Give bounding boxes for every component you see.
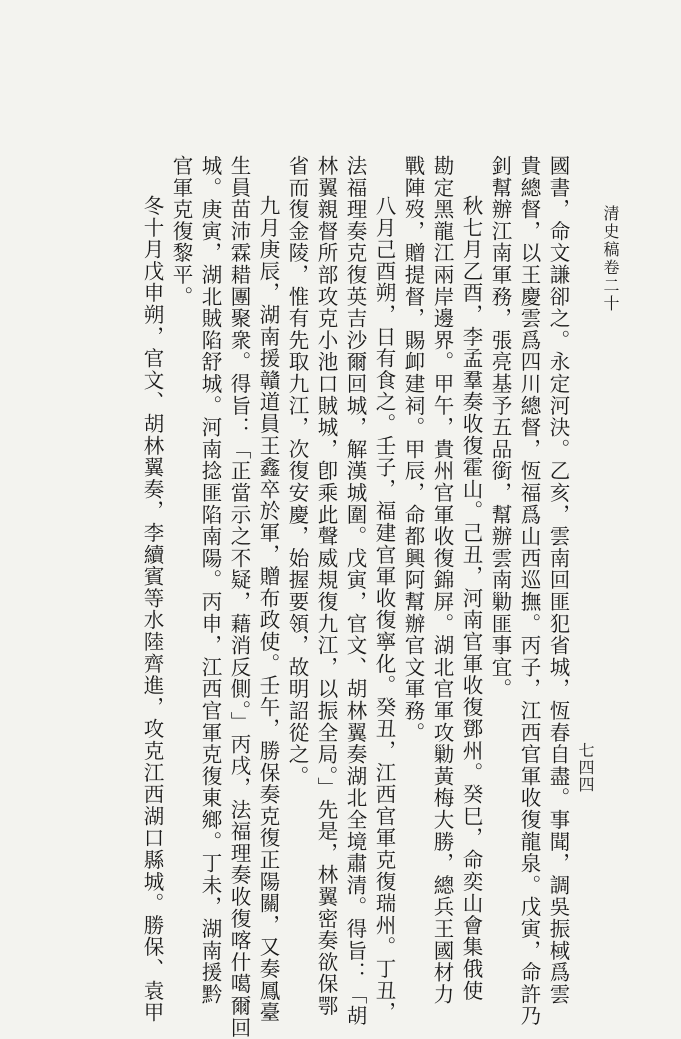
text-column-14: 官軍克復黎平。 bbox=[169, 155, 193, 308]
text-column-2: 貴總督，以王慶雲爲四川總督，恆福爲山西巡撫。丙子，江西官軍收復龍泉。戊寅，命許乃 bbox=[517, 155, 541, 1027]
page-number: 七四四 bbox=[576, 742, 595, 793]
running-header-title: 清史稿卷二十 bbox=[601, 205, 620, 313]
text-column-12: 生員苗沛霖耤團聚衆。得旨：「正當示之不疑，藉消反側。」丙戌，法福理奏收復喀什噶爾回 bbox=[227, 155, 251, 1039]
text-column-8: 法福理奏克復英吉沙爾回城，解漢城圍。戊寅，官文、胡林翼奏湖北全境肅清。得旨：「胡 bbox=[343, 155, 367, 1027]
text-column-3: 釗幫辦江南軍務，張亮基予五品銜，幫辦雲南勦匪事宜。 bbox=[488, 155, 512, 700]
text-column-5: 勘定黑龍江兩岸邊界。甲午，貴州官軍收復錦屏。湖北官軍攻勦黃梅大勝，總兵王國材力 bbox=[430, 155, 454, 1006]
text-column-10: 省而復金陵，惟有先取九江，次復安慶，始握要領，故明詔從之。 bbox=[285, 155, 309, 788]
text-column-9: 林翼親督所部攻克小池口賊城，卽乘此聲威規復九江，以振全局。」先是，林翼密奏欲保鄂 bbox=[314, 155, 338, 1017]
text-column-6: 戰陣歿，贈提督，賜卹建祠。甲辰，命都興阿幫辦官文軍務。 bbox=[401, 155, 425, 744]
text-column-4: 秋七月乙酉，李孟羣奏收復霍山。己丑，河南官軍收復鄧州。癸巳，命奕山會集俄使 bbox=[459, 195, 483, 1002]
text-column-13: 城。庚寅，湖北賊陷舒城。河南捻匪陷南陽。丙申，江西官軍克復東鄉。丁未，湖南援黔 bbox=[198, 155, 222, 1006]
text-column-1: 國書，命文謙卻之。永定河決。乙亥，雲南回匪犯省城，恆春自盡。事聞，調吳振棫爲雲 bbox=[546, 155, 570, 1006]
text-column-15: 冬十月戊申朔，官文、胡林翼奏，李續賓等水陸齊進，攻克江西湖口縣城。勝保、袁甲 bbox=[140, 195, 164, 1024]
text-column-11: 九月庚辰，湖南援贛道員王鑫卒於軍，贈布政使。壬午，勝保奏克復正陽關，又奏鳳臺 bbox=[256, 195, 280, 1024]
vertical-text-body bbox=[138, 155, 573, 1039]
text-column-7: 八月己酉朔，日有食之。壬子，福建官軍收復寧化。癸丑，江西官軍克復瑞州。丁丑， bbox=[372, 195, 396, 1024]
